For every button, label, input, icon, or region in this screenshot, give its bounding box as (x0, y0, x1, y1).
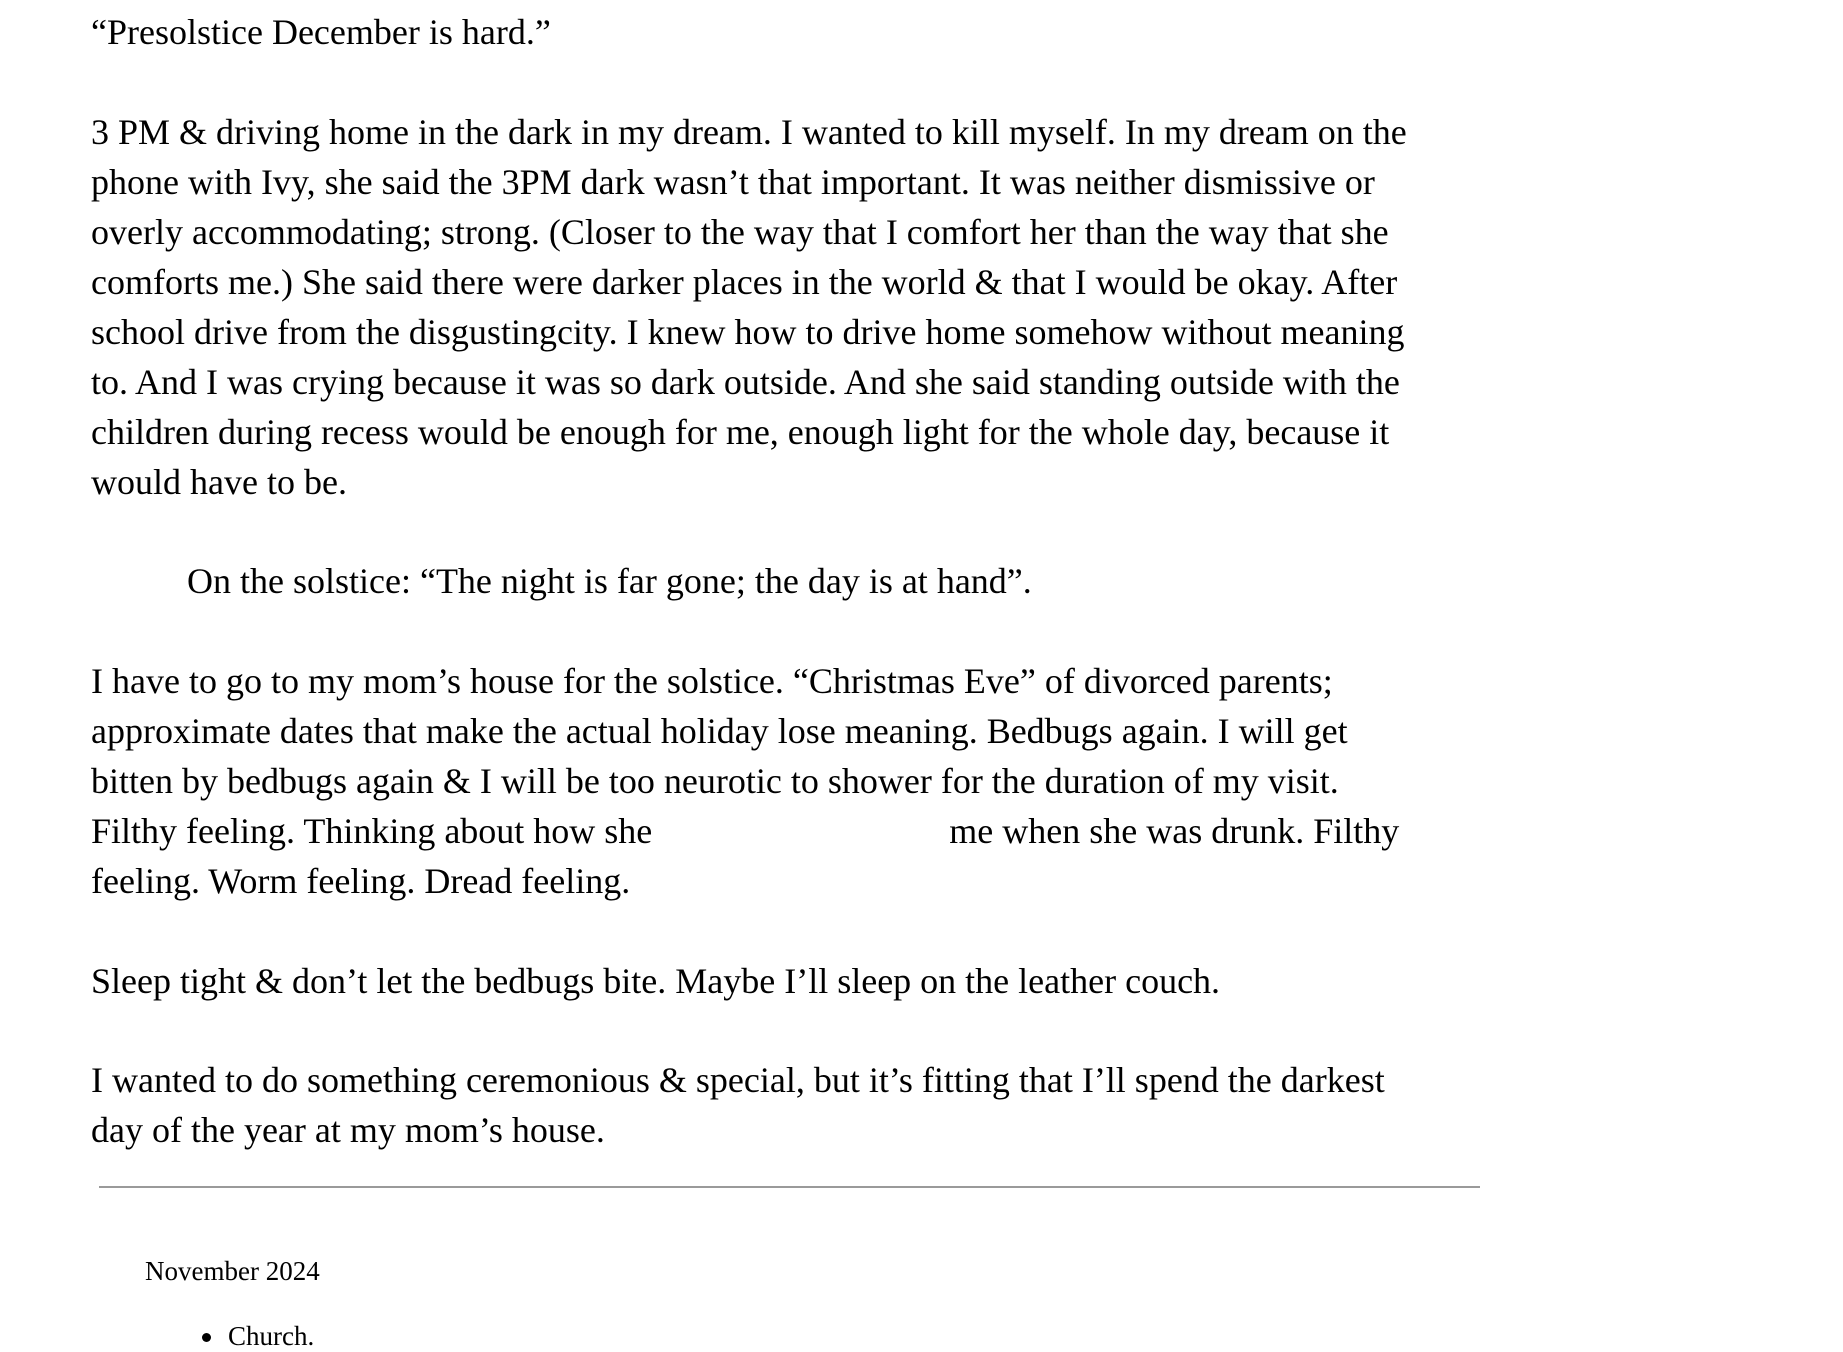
paragraph-darkest-day (91, 1055, 1491, 1155)
paragraph-line: school drive from the disgustingcity. I knew how to drive home somehow without meaning (91, 312, 1405, 352)
paragraph-line: I have to go to my mom’s house for the solstice. “Christmas Eve” of divorced parents; (91, 661, 1333, 701)
horizontal-divider (99, 1186, 1480, 1188)
indented-solstice-line: On the solstice: “The night is far gone; the day is at hand”. (187, 561, 1032, 601)
archive-item-label: Church. (228, 1321, 315, 1351)
paragraph-dream (91, 107, 1491, 507)
line-text-before-gap: Filthy feeling. Thinking about how she (91, 811, 653, 851)
paragraph-line: day of the year at my mom’s house. (91, 1110, 605, 1150)
paragraph-sleep-tight: Sleep tight & don’t let the bedbugs bite. Maybe I’ll sleep on the leather couch. (91, 961, 1221, 1001)
line-text-after-gap: me when she was drunk. Filthy (949, 811, 1400, 851)
opening-quote: “Presolstice December is hard.” (91, 12, 551, 52)
archive-list (228, 1320, 314, 1352)
paragraph-line: to. And I was crying because it was so dark outside. And she said standing outside with the (91, 362, 1400, 402)
archive-list-item[interactable] (228, 1320, 314, 1352)
paragraph-line: bitten by bedbugs again & I will be too neurotic to shower for the duration of my visit. (91, 761, 1339, 801)
paragraph-line: approximate dates that make the actual holiday lose meaning. Bedbugs again. I will get (91, 711, 1348, 751)
paragraph-line: phone with Ivy, she said the 3PM dark wasn’t that important. It was neither dismissive or (91, 162, 1375, 202)
paragraph-line: 3 PM & driving home in the dark in my dream. I wanted to kill myself. In my dream on the (91, 112, 1407, 152)
paragraph-line: would have to be. (91, 462, 347, 502)
paragraph-line: overly accommodating; strong. (Closer to the way that I comfort her than the way that she (91, 212, 1389, 252)
archive-month-heading[interactable]: November 2024 (145, 1256, 320, 1286)
paragraph-line: comforts me.) She said there were darker places in the world & that I would be okay. After (91, 262, 1398, 302)
bullet-icon (202, 1333, 211, 1342)
paragraph-line: feeling. Worm feeling. Dread feeling. (91, 861, 631, 901)
paragraph-line: I wanted to do something ceremonious & special, but it’s fitting that I’ll spend the darkest (91, 1060, 1385, 1100)
paragraph-line: children during recess would be enough for me, enough light for the whole day, because it (91, 412, 1390, 452)
paragraph-line-with-gap (91, 806, 1491, 856)
paragraph-mom-house (91, 656, 1491, 906)
